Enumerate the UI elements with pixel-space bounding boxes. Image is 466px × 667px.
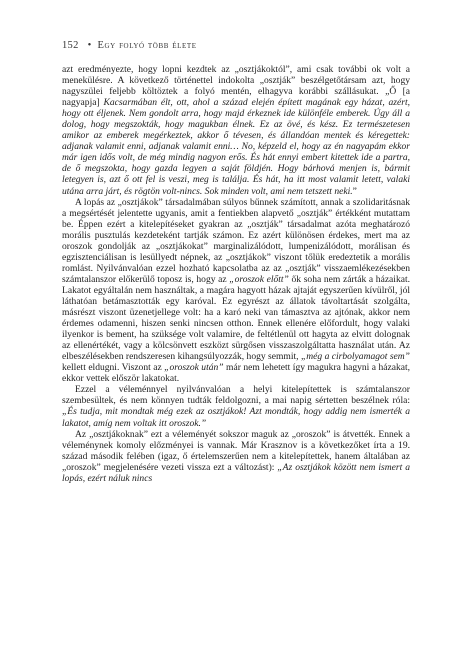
paragraph-3 xyxy=(62,384,410,428)
italic-quote: „oroszok előtt” xyxy=(229,273,289,285)
text-run: azt eredményezte, hogy lopni kezdtek az „osztjákoktól”, ami csak további ok volt a menekülésre. A következő történettel indokolta „osztják” beszélgetőtársam azt, hogy nagyszülei feljebb költöztek a folyó mentén, elhagyva korábbi szállásukat. xyxy=(62,64,410,98)
text-run: ők soha nem zárták a házaikat. Lakatot egyáltalán nem használtak, a magára hagyott házak ajtaját egyszerűen kívülről, jól láthatóan betámasztották egy karóval. Ez egyrészt az állatok távoltartását szolgálta, másrészt viszont üzenetjellege volt: ha a karó neki van támasztva az ajtónak, akkor nem érdemes odamenni, hiszen senki nincsen otthon. Ennek ellenére előfordult, hogy valaki ilyenkor is bement, ha szüksége volt valamire, de feltétlenül ott hagyta az elvitt dolognak az ellenértékét, vagy a kölcsönvett eszközt sürgősen visszaszolgáltatta használat után. Az elbeszélésekben rendszeresen kihangsúlyozzák, hogy semmit, xyxy=(62,273,411,363)
paragraph-1 xyxy=(62,64,410,197)
running-header xyxy=(62,40,412,51)
text-run: „Ő [a nagyapja] xyxy=(62,86,411,109)
text-run: már nem lehetett így magukra hagyni a házakat, ekkor vettek először lakatokat. xyxy=(62,362,411,385)
text-run: Ezzel a véleménnyel nyilvánvalóan a helyi kitelepítettek is számtalanszor szembesültek, és nem könnyen tudták feldolgozni, a mai napig sértetten beszélnek róla: xyxy=(62,384,410,407)
italic-quote: Kacsarmában élt, ott, ahol a század elején épített magának egy házat, azért, hogy ott éljenek. Nem gondolt arra, hogy majd érkeznek ide különféle emberek. Úgy áll a dolog, hogy megszokták, hogy magukban élnek. Ez az övé, és kész. Ez természetesen amikor az emberek megérkeztek, akkor ő tévesen, és állandóan mentek és kéregettek: adjanak valamit enni, adjanak valamit enni… No, képzeld el, hogy az én nagyapám ekkor már igen idős volt, de még mindig nagyon erős. És hát ennyi embert kitettek ide a partra, de ő megszokta, hogy gazda legyen a saját földjén. Hogy bárhová menjen is, bármit letegyen is, azt ő ott fel is veszi, meg is találja. És hát, ha itt most valamit letett, valaki utána arra járt, és rögtön volt-nincs. Sok minden volt, ami nem tetszett neki. xyxy=(62,97,410,197)
book-title: Egy folyó több élete xyxy=(97,40,197,51)
text-run: ” xyxy=(352,185,357,197)
text-run: A lopás az „osztjákok” társadalmában súlyos bűnnek számított, annak a szolidaritásnak a megsértését jelentette ugyanis, amit a fentiekben alapvető „osztják” értékként mutattam be. Éppen ezért a kitelepítéseket gyakran az „osztják” társadalmat azóta meghatározó morális pusztulás kezdeteként tartják számon. Ez azért különösen érdekes, mert ma az oroszok gondolják az „osztjákokat” marginalizálódott, lumpenizálódott, morálisan és egzisztenciálisan is lesüllyedt népnek, az „osztjákok” viszont tőlük eredeztetik a morális romlást. Nyilvánvalóan ezzel hozható kapcsolatba az az „osztják” visszaemlékezésekben számtalanszor előkerülő toposz is, hogy az xyxy=(62,196,410,285)
italic-quote: „Az osztjákok között nem ismert a lopás, ezért náluk nincs xyxy=(62,461,410,484)
text-run: kellett eldugni. Viszont az xyxy=(62,362,165,374)
header-separator: • xyxy=(87,40,92,51)
italic-quote: „oroszok után” xyxy=(164,362,224,374)
page-number: 152 xyxy=(62,40,79,51)
text-run: Az „osztjákoknak” ezt a véleményét sokszor maguk az „oroszok” is átvették. Ennek a véleménynek komoly előzményei is vannak. Már Krasznov is a következőket írta a 19. század második felében (igaz, ő értelemszerűen nem a kitelepítettek, hanem általában az „oroszok” megjelenésére vezeti vissza ezt a változást): xyxy=(62,428,410,473)
italic-quote: „még a cirbolyamagot sem” xyxy=(300,351,410,363)
paragraph-4 xyxy=(62,429,410,484)
italic-quote: „És tudja, mit mondtak még ezek az osztjákok! Azt mondták, hogy addig nem ismerték a lakatot, amíg nem voltak itt oroszok.” xyxy=(62,406,410,429)
paragraph-2 xyxy=(62,197,410,385)
page-body xyxy=(62,64,410,484)
